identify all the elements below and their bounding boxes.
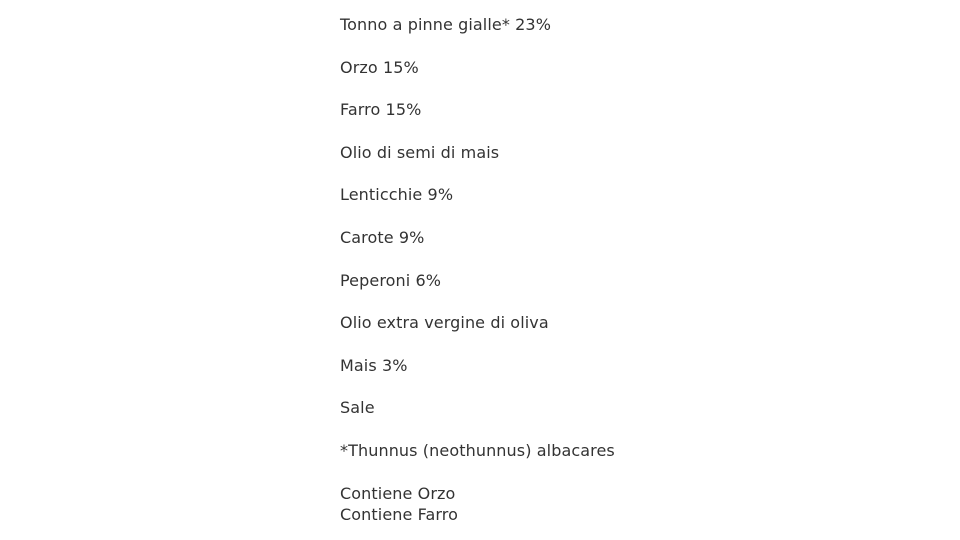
ingredient-item: Farro 15% <box>340 100 422 120</box>
ingredient-item: Sale <box>340 398 375 418</box>
allergen-line: Contiene Farro <box>340 504 458 524</box>
ingredient-item: Orzo 15% <box>340 57 419 77</box>
ingredient-item: Lenticchie 9% <box>340 185 454 205</box>
ingredient-footnote: *Thunnus (neothunnus) albacares <box>340 440 615 460</box>
ingredient-item: Tonno a pinne gialle* 23% <box>340 15 551 34</box>
ingredient-item: Carote 9% <box>340 227 425 247</box>
ingredient-item: Mais 3% <box>340 355 408 375</box>
ingredient-item: Olio di semi di mais <box>340 142 500 162</box>
allergen-line: Contiene Orzo <box>340 483 456 503</box>
allergen-statement <box>340 483 900 525</box>
ingredients-list <box>340 14 900 525</box>
ingredient-item: Olio extra vergine di oliva <box>340 313 549 333</box>
ingredient-item: Peperoni 6% <box>340 270 442 290</box>
